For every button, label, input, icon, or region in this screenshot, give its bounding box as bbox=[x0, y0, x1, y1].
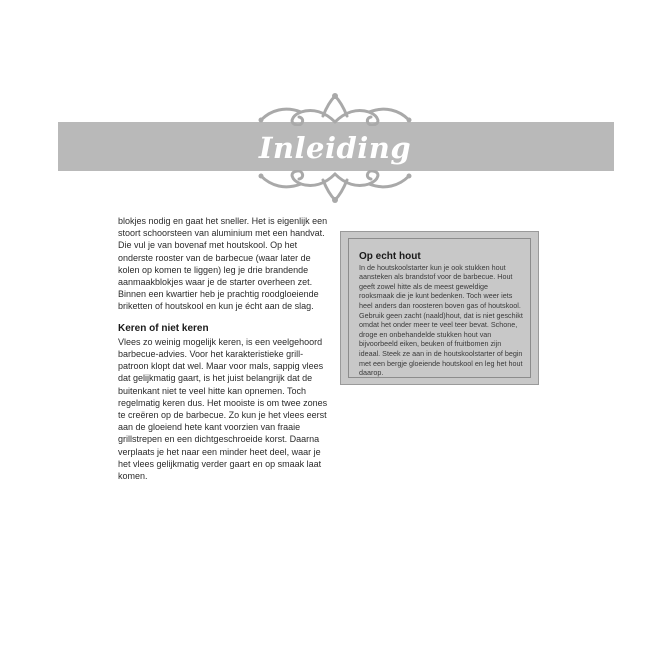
scroll-ornament-icon bbox=[255, 92, 415, 126]
scroll-ornament-icon bbox=[255, 170, 415, 204]
section-heading: Keren of niet keren bbox=[118, 322, 209, 334]
chapter-title: Inleiding bbox=[258, 131, 412, 165]
section-paragraph: Vlees zo weinig mogelijk keren, is een veelgehoord barbecue-advies. Voor het karakteristieke grill-patroon klopt dat wel. Maar voor mals, sappig vlees dat gelijkmatig gaart, is het juist belangrijk dat de buitenkant niet te veel hitte kan opnemen. Toch regelmatig keren dus. Het mooiste is om twee zones te creëren op de barbecue. Zo kun je het vlees eerst aan de gloeiend hete kant voorzien van fraaie grillstrepen en een dichtgeschroeide korst. Daarna verplaats je het naar een minder heet deel, waar je het vlees gelijkmatig verder gaart en op smaak laat komen. bbox=[118, 336, 328, 482]
sidebar-text: In de houtskoolstarter kun je ook stukken hout aansteken als brandstof voor de barbecue. Hout geeft zowel hitte als de meest geweldige rooksmaak die je kunt bedenken. Toch weer iets heel anders dan roosteren boven gas of houtskool. Gebruik geen zacht (naald)hout, dat is niet geschikt omdat het onder meer te veel teer bevat. Schone, droge en onbehandelde stukken hout van bijvoorbeeld eiken, beuken of fruitbomen zijn ideaal. Steek ze aan in de houtskoolstarter of begin met een bergje gloeiende houtskool en leg het hout daarop. bbox=[359, 262, 523, 378]
sidebar-box bbox=[340, 231, 539, 385]
main-text-column bbox=[118, 215, 331, 482]
sidebar-heading: Op echt hout bbox=[359, 251, 421, 262]
sidebar-inner-frame bbox=[348, 238, 531, 378]
intro-paragraph: blokjes nodig en gaat het sneller. Het is eigenlijk een stoort schoorsteen van aluminium met een handvat. Die vul je van bovenaf met houtskool. Op het onderste rooster van de barbecue (waar later de kolen op komen te liggen) leg je drie brandende aanmaakblokjes waar je de starter overheen zet. Binnen een kwartier heb je prachtig roodgloeiende briketten of houtskool en kun je écht aan de slag. bbox=[118, 216, 328, 312]
